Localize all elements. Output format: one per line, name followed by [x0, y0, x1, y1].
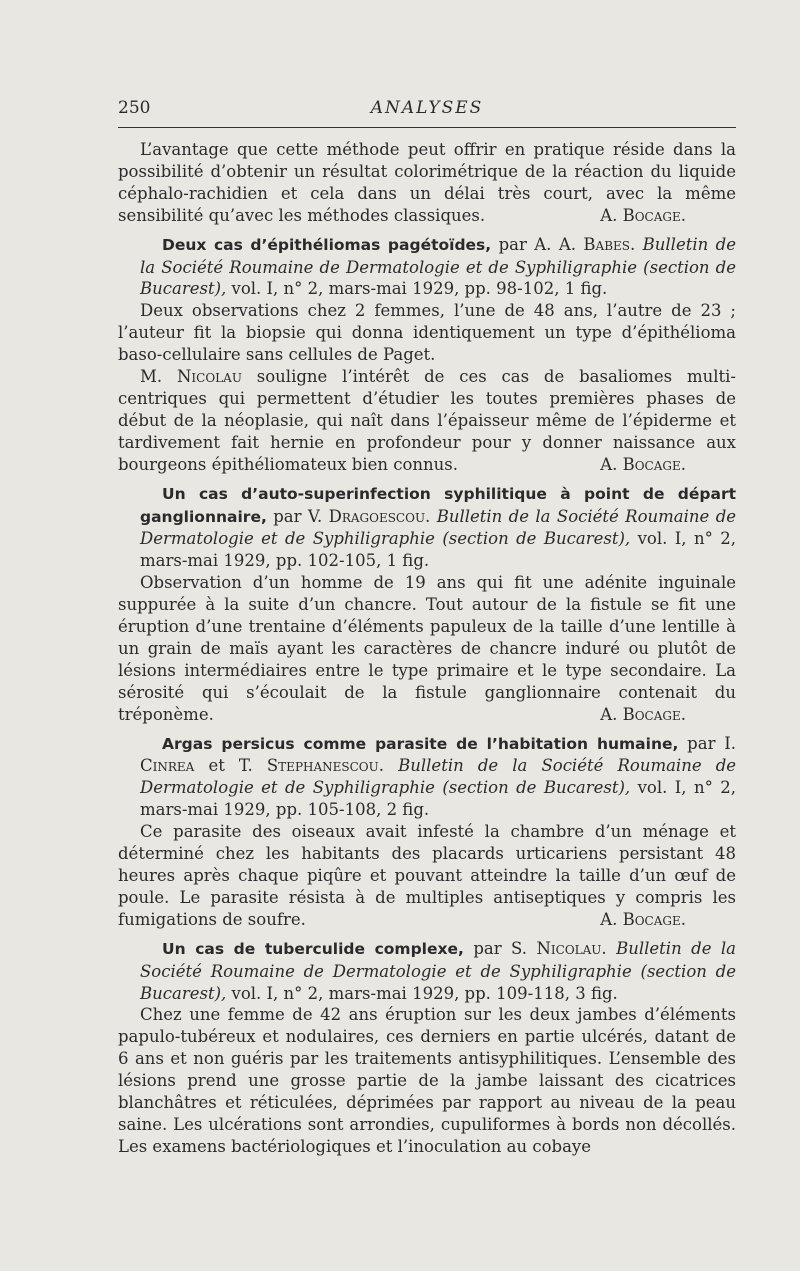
- page-body: [118, 139, 736, 1158]
- entry-title: Argas persicus comme parasite de l’habitation humaine,: [162, 734, 679, 753]
- page-number: 250: [118, 98, 151, 118]
- abstract-entry: [118, 234, 736, 476]
- entry-text: Ce parasite des oiseaux avait infesté la chambre d’un ménage et déterminé chez les habitants des placards urticariens persistant 48 heures après chaque piqûre et pouvant atteindre la taille d’un œuf de poule. Le parasite résista à de multiples antiseptiques y compris les fumigations de soufre.: [118, 822, 736, 929]
- entry-paragraph: Chez une femme de 42 ans éruption sur les deux jambes d’éléments papulo-tubéreux et nodulaires, ces derniers en partie ulcérés, datant de 6 ans et non guéris par les traitements antisyphilitiques. L’ensemble des lésions prend une grosse partie de la jambe laissant des cicatrices blanchâtres et réticulées, déprimées par rapport au niveau de la peau saine. Les ulcérations sont arrondies, cupuliformes à bords non décollés. Les examens bactériologiques et l’inoculation au cobaye: [118, 1005, 736, 1156]
- entry-reference: vol. I, n° 2, mars-mai 1929, pp. 109-118, 3 fig.: [231, 983, 618, 1003]
- entry-heading: [118, 483, 736, 573]
- entry-paragraph: [118, 572, 736, 725]
- entry-title: Deux cas d’épithéliomas pagétoïdes,: [162, 235, 492, 254]
- signature: A. Bocage.: [600, 909, 686, 929]
- entry-author: Stephanescou.: [266, 756, 385, 776]
- entry-heading: [118, 234, 736, 301]
- entry-reference: vol. I, n° 2, mars-mai 1929, pp. 98-102, 1 fig.: [231, 279, 608, 299]
- entry-author: Nicolau.: [536, 938, 607, 958]
- entry-by: et T.: [208, 756, 253, 776]
- entry-journal: Bulletin de la Société Roumaine de Dermatologie et de Syphiligraphie (section de Bucarest),: [140, 506, 737, 549]
- entry-paragraph: Deux observations chez 2 femmes, l’une de 48 ans, l’autre de 23 ; l’auteur fit la biopsie qui donna identiquement un type d’épithélioma baso-cellulaire sans cellules de Paget.: [118, 301, 736, 365]
- entry-paragraph: [118, 821, 736, 931]
- signature: A. Bocage.: [600, 205, 686, 225]
- entry-by: par A. A.: [498, 234, 576, 254]
- entry-title: Un cas de tuberculide complexe,: [162, 939, 464, 958]
- entry-heading: [118, 938, 736, 1005]
- signature: A. Bocage.: [600, 454, 686, 474]
- abstract-entry: [118, 938, 736, 1158]
- entry-title: Un cas d’auto-superinfection syphilitique à point de départ ganglionnaire,: [140, 484, 736, 526]
- entry-author: Babes.: [583, 234, 636, 254]
- entry-paragraph: [118, 366, 736, 476]
- entry-by: par V.: [273, 506, 323, 526]
- intro-paragraph: [118, 139, 736, 227]
- intro-text: L’avantage que cette méthode peut offrir en pratique réside dans la possibilité d’obtenir un résultat colorimétrique de la réaction du liquide céphalo-rachidien et cela dans un délai très court, avec la même sensibilité qu’avec les méthodes classiques.: [118, 140, 736, 225]
- entry-by: par S.: [473, 938, 528, 958]
- entry-reference: vol. I, n° 2, mars-mai 1929, pp. 102-105, 1 fig.: [140, 529, 736, 571]
- entry-author: Cinrea: [140, 756, 195, 776]
- running-title: ANALYSES: [370, 98, 484, 118]
- signature: A. Bocage.: [600, 704, 686, 724]
- entry-prefix: M.: [140, 367, 163, 387]
- abstract-entry: [118, 483, 736, 726]
- entry-journal: Bulletin de la Société Roumaine de Dermatologie et de Syphiligraphie (section de Bucarest),: [140, 938, 736, 1003]
- abstract-entry: [118, 733, 736, 931]
- entry-heading: [118, 733, 736, 822]
- entry-text: souligne l’intérêt de ces cas de basaliomes multi-centriques qui permettent d’étudier les toutes premières phases de début de la néoplasie, qui naît dans l’épaisseur même de l’épiderme et tardivement fait hernie en profondeur pour y donner naissance aux bourgeons épithéliomateux bien connus.: [118, 367, 737, 474]
- entry-text: Observation d’un homme de 19 ans qui fit une adénite inguinale suppurée à la suite d’un chancre. Tout autour de la fistule se fit une éruption d’une trentaine d’éléments papuleux de la taille d’une lentille à un grain de maïs ayant les caractères de chancre induré ou plutôt de lésions intermédiaires entre le type primaire et le type secondaire. La sérosité qui s’écoulait de la fistule ganglionnaire contenait du tréponème.: [118, 573, 736, 724]
- entry-reference: vol. I, n° 2, mars-mai 1929, pp. 105-108, 2 fig.: [140, 778, 736, 820]
- entry-by: par I.: [687, 733, 736, 753]
- header-rule: [118, 127, 736, 128]
- entry-journal: Bulletin de la Société Roumaine de Dermatologie et de Syphiligraphie (section de Bucarest),: [140, 234, 736, 299]
- entry-inline-author: Nicolau: [176, 367, 242, 387]
- entry-journal: Bulletin de la Société Roumaine de Dermatologie et de Syphiligraphie (section de Bucarest),: [140, 756, 737, 798]
- page-header: [118, 98, 736, 122]
- entry-author: Dragoescou.: [328, 506, 431, 526]
